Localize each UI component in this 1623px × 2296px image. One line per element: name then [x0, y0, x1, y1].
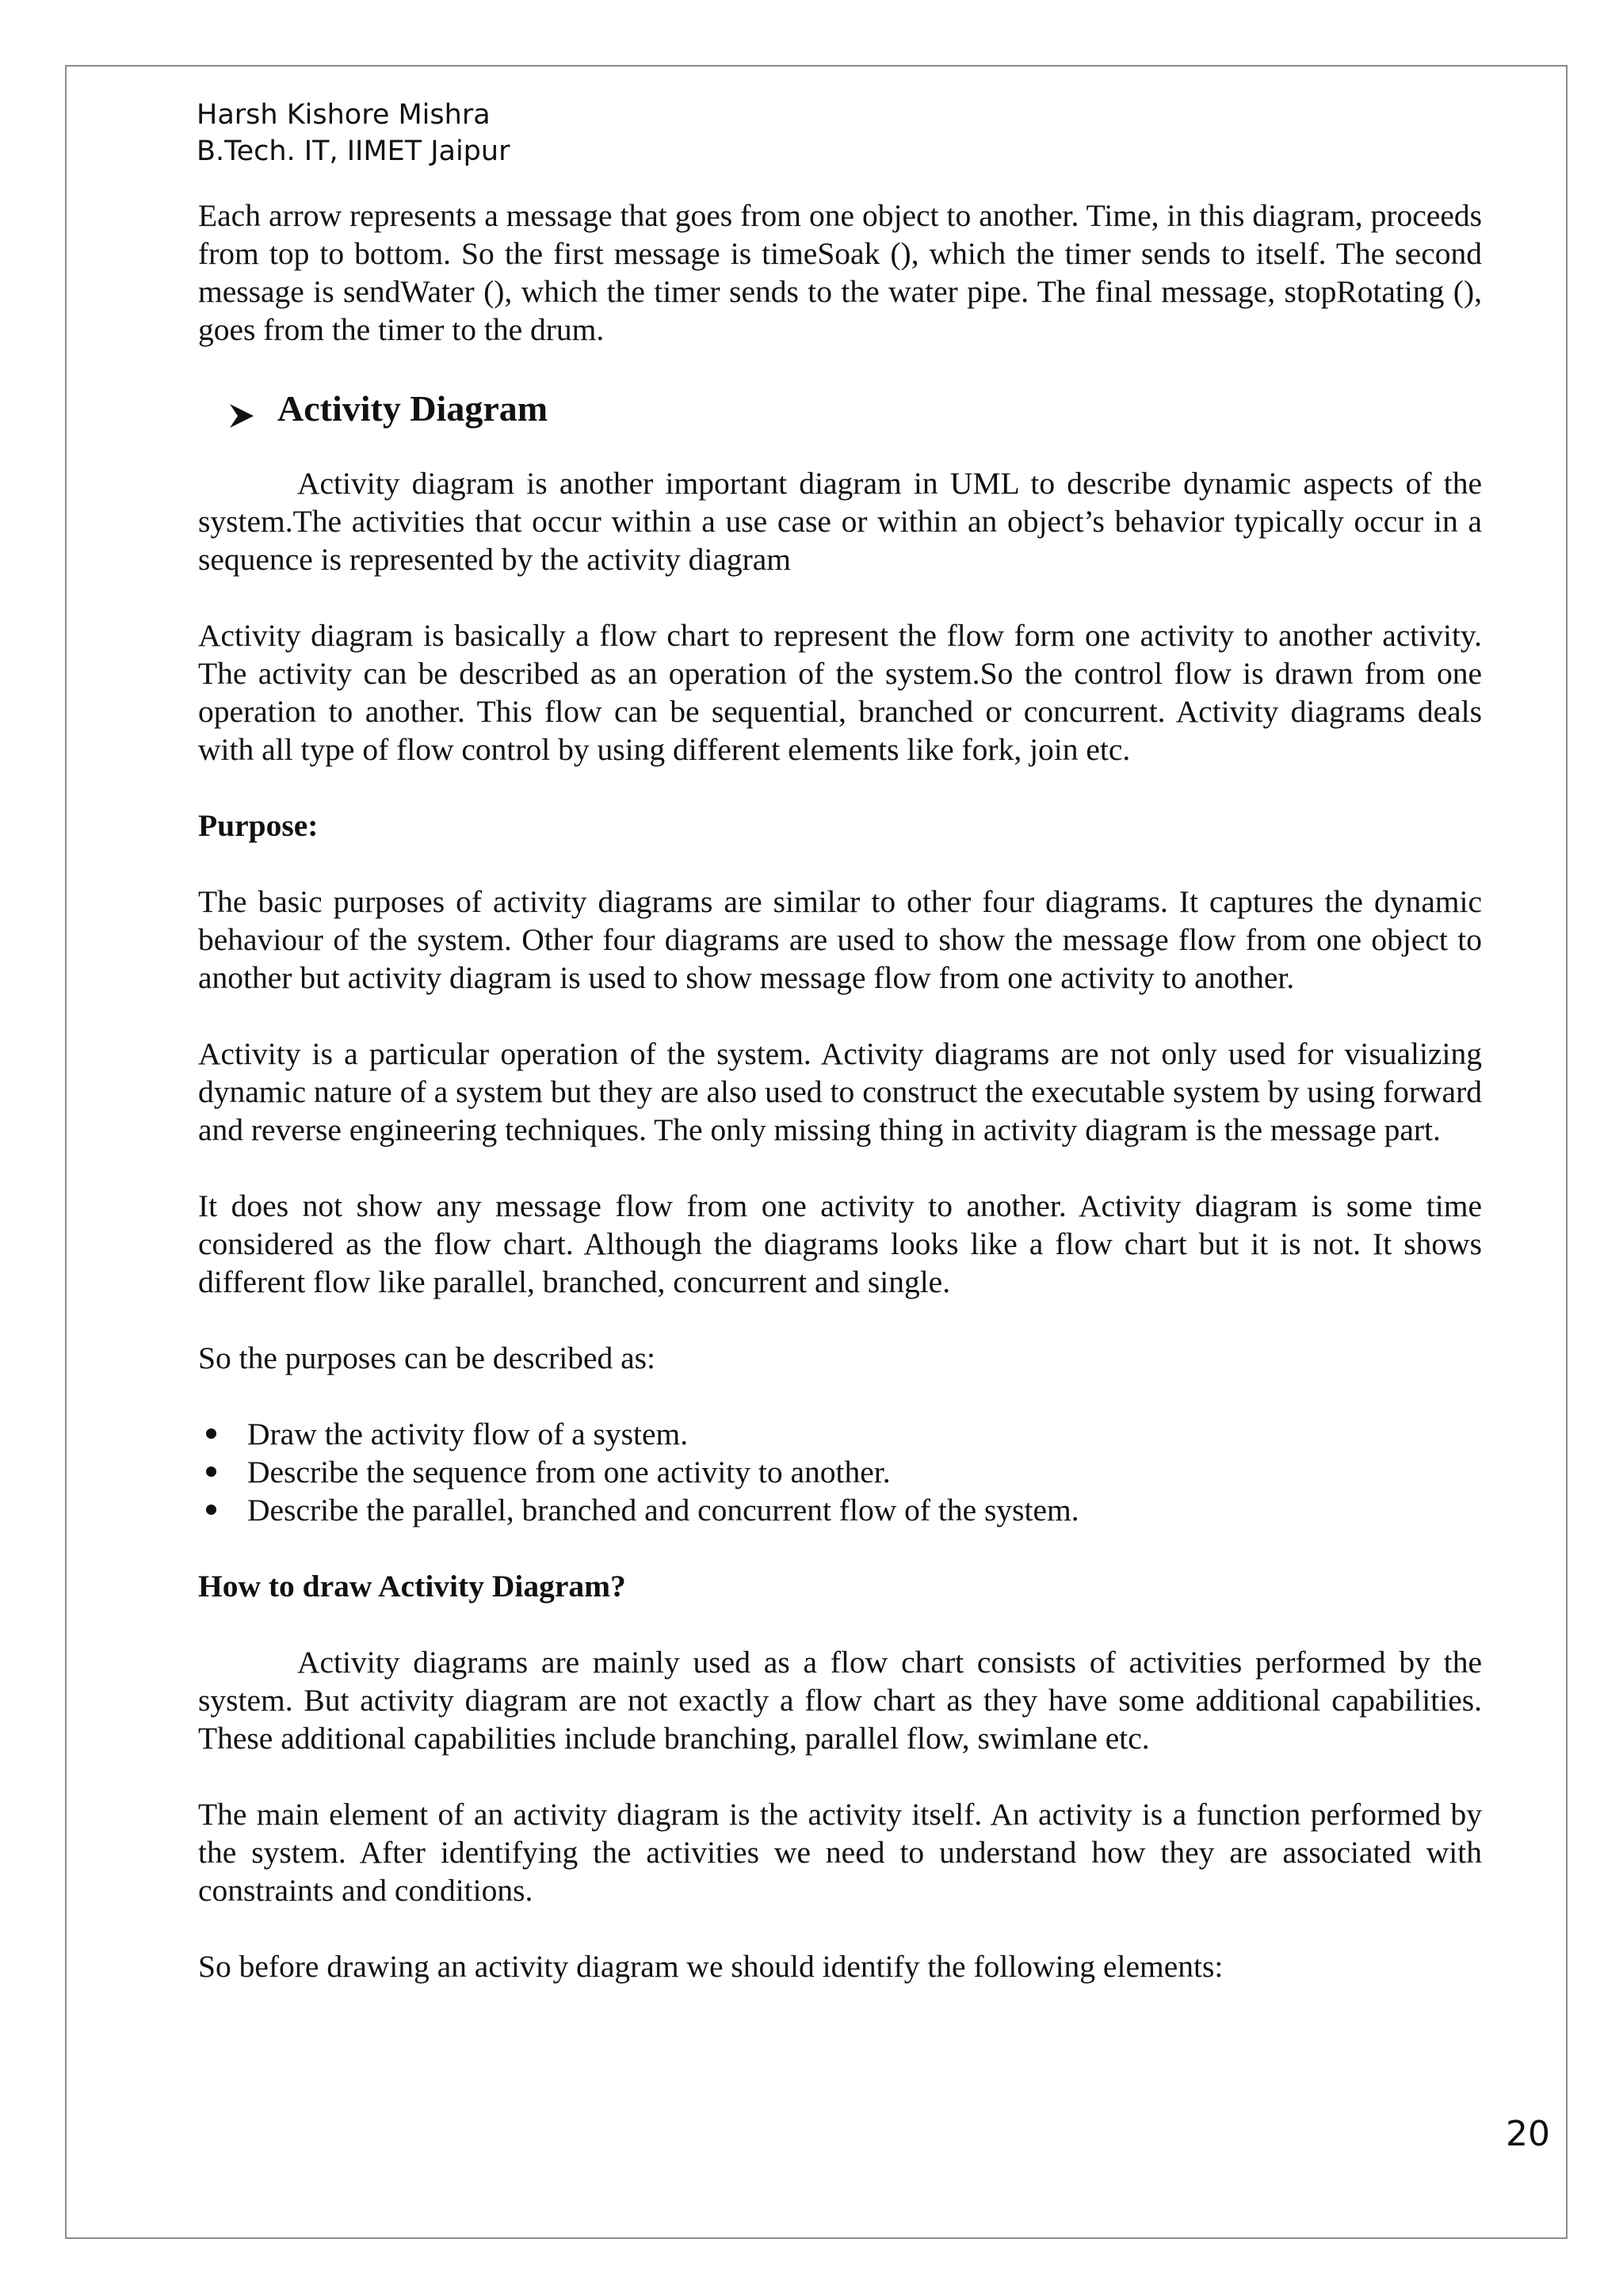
purpose-heading: Purpose:: [198, 808, 319, 843]
intro-paragraph: Each arrow represents a message that goes from one object to another. Time, in this diagram, proceeds from top to bottom. So the first message is timeSoak (), which the timer sends to itself. The second message is sendWater (), which the timer sends to the water pipe. The final message, stopRotating (), goes from the timer to the drum.: [198, 198, 1482, 347]
how-to-paragraph: So before drawing an activity diagram we should identify the following elements:: [198, 1949, 1224, 1984]
purpose-paragraph: Activity is a particular operation of the system. Activity diagrams are not only used for visualizing dynamic nature of a system but they are also used to construct the executable system by using forward and reverse engineering techniques. The only missing thing in activity diagram is the message part.: [198, 1036, 1482, 1147]
purpose-list-intro: So the purposes can be described as:: [198, 1341, 655, 1375]
section-title: Activity Diagram: [277, 388, 548, 429]
bullet-icon: [206, 1505, 216, 1515]
page-header: [197, 97, 510, 170]
list-item: [198, 1415, 1482, 1453]
list-item-text: Describe the parallel, branched and concurrent flow of the system.: [247, 1493, 1079, 1527]
list-item: [198, 1453, 1482, 1491]
page-number: 20: [1506, 2114, 1550, 2154]
purpose-paragraph: It does not show any message flow from one activity to another. Activity diagram is some time considered as the flow chart. Although the diagrams looks like a flow chart but it is not. It shows different flow like parallel, branched, concurrent and single.: [198, 1188, 1482, 1299]
list-item-text: Draw the activity flow of a system.: [247, 1417, 689, 1451]
how-to-paragraph: Activity diagrams are mainly used as a flow chart consists of activities performed by the system. But activity diagram are not exactly a flow chart as they have some additional capabilities. These additional capabilities include branching, parallel flow, swimlane etc.: [198, 1645, 1482, 1756]
author-name: Harsh Kishore Mishra: [197, 99, 491, 131]
how-to-heading: How to draw Activity Diagram?: [198, 1569, 626, 1604]
purpose-list: [198, 1415, 1482, 1529]
arrow-bullet-icon: [228, 395, 255, 422]
list-item: [198, 1491, 1482, 1529]
author-affiliation: B.Tech. IT, IIMET Jaipur: [197, 135, 510, 167]
list-item-text: Describe the sequence from one activity to another.: [247, 1455, 891, 1489]
section-heading: [198, 387, 1482, 431]
purpose-paragraph: The basic purposes of activity diagrams are similar to other four diagrams. It captures the dynamic behaviour of the system. Other four diagrams are used to show the message flow from one object to another but activity diagram is used to show message flow from one activity to another.: [198, 884, 1482, 995]
section-paragraph: Activity diagram is another important diagram in UML to describe dynamic aspects of the system.The activities that occur within a use case or within an object’s behavior typically occur in a sequence is represented by the activity diagram: [198, 466, 1482, 577]
bullet-icon: [206, 1466, 216, 1477]
page-content: [198, 196, 1482, 2023]
how-to-paragraph: The main element of an activity diagram is the activity itself. An activity is a function performed by the system. After identifying the activities we need to understand how they are associated with constraints and conditions.: [198, 1797, 1482, 1908]
section-paragraph: Activity diagram is basically a flow chart to represent the flow form one activity to another activity. The activity can be described as an operation of the system.So the control flow is drawn from one operation to another. This flow can be sequential, branched or concurrent. Activity diagrams deals with all type of flow control by using different elements like fork, join etc.: [198, 618, 1482, 767]
bullet-icon: [206, 1428, 216, 1439]
